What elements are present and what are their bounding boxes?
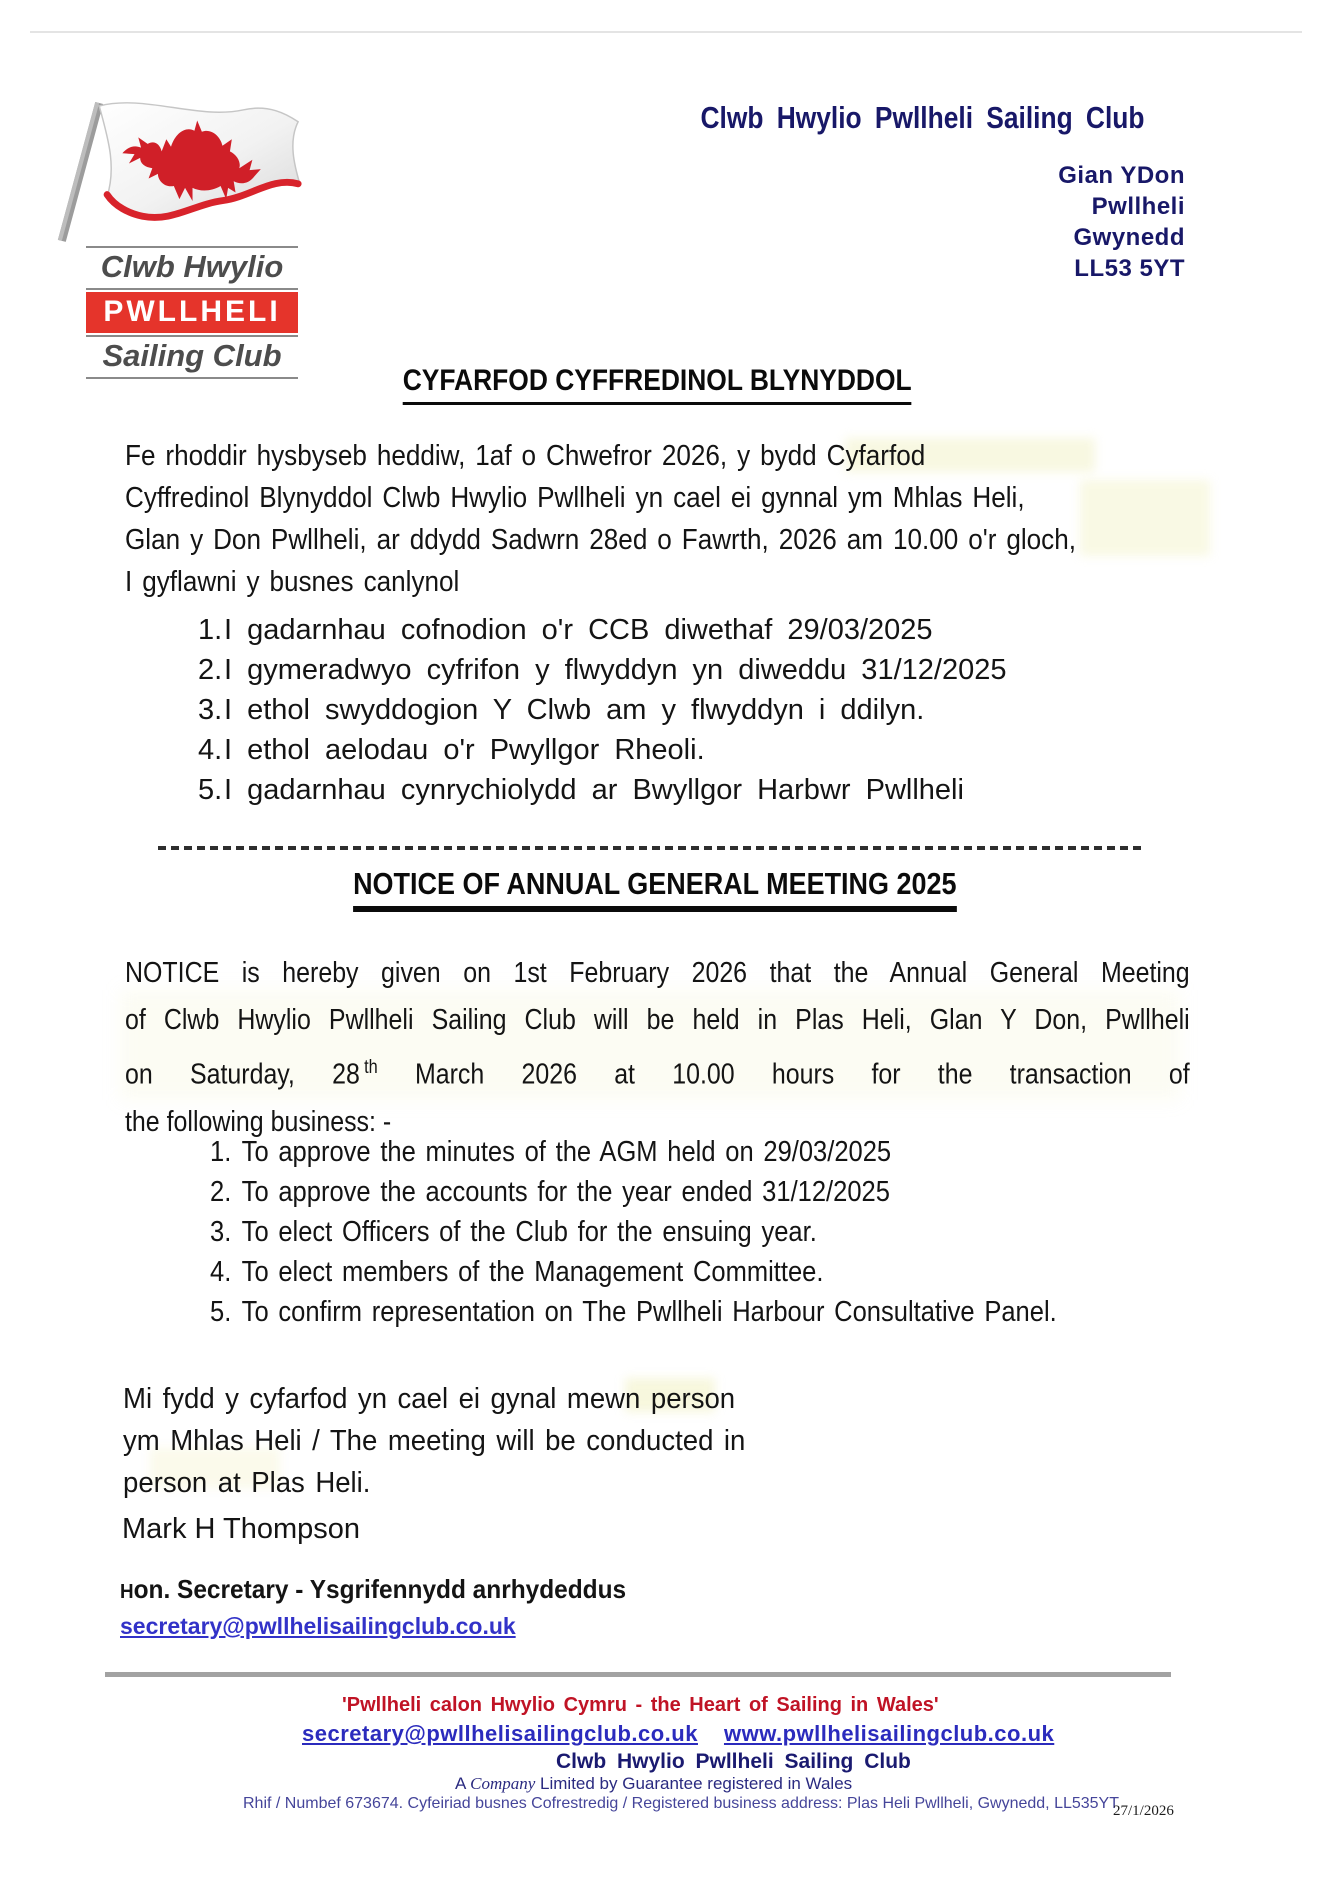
agenda-item-text: I gadarnhau cofnodion o'r CCB diwethaf 29/03/2025 <box>224 614 933 646</box>
english-paragraph-line: the following business: - <box>125 1105 392 1138</box>
logo-text-pwllheli: PWLLHELI <box>86 292 298 333</box>
agenda-item-text: I gadarnhau cynrychiolydd ar Bwyllgor Harbwr Pwllheli <box>224 774 964 806</box>
agenda-item-number: 5. <box>198 774 223 806</box>
welsh-agenda-item <box>198 610 1006 650</box>
welsh-dragon-flag-icon <box>50 94 306 244</box>
agenda-item-text: To approve the accounts for the year ended 31/12/2025 <box>241 1176 890 1208</box>
footer-registration-line: Rhif / Numbef 673674. Cyfeiriad busnes Cofrestredig / Registered business address: Plas Heli Pwllheli, Gwynedd, LL535YT <box>243 1795 1119 1812</box>
agenda-item-text: To elect members of the Management Committee. <box>241 1256 824 1288</box>
agenda-item-number: 4. <box>210 1256 232 1288</box>
closing-line: person at Plas Heli. <box>123 1467 371 1499</box>
role-initial: H <box>120 1581 134 1603</box>
welsh-paragraph <box>125 435 1190 603</box>
agenda-item-number: 1. <box>210 1136 232 1168</box>
header-address-line: LL53 5YT <box>1074 255 1185 282</box>
welsh-agenda-item <box>198 730 1006 770</box>
english-agenda-item <box>210 1132 1057 1172</box>
scan-edge-line <box>30 31 1302 33</box>
agenda-item-text: I ethol swyddogion Y Clwb am y flwyddyn i ddilyn. <box>224 694 925 726</box>
footer-email-link[interactable]: secretary@pwllhelisailingclub.co.uk <box>302 1721 698 1746</box>
english-paragraph-line: NOTICE is hereby given on 1st February 2026 that the Annual General Meeting <box>125 957 1190 989</box>
footer-website-link[interactable]: www.pwllhelisailingclub.co.uk <box>723 1721 1055 1746</box>
agenda-item-number: 3. <box>198 694 223 726</box>
company-line-post: Limited by Guarantee registered in Wales <box>535 1774 853 1793</box>
signatory-email-link[interactable]: secretary@pwllhelisailingclub.co.uk <box>120 1613 516 1639</box>
english-paragraph-line: of Clwb Hwylio Pwllheli Sailing Club will be held in Plas Heli, Glan Y Don, Pwllheli <box>125 1004 1190 1036</box>
role-text: on. Secretary - Ysgrifennydd anrhydeddus <box>133 1574 627 1604</box>
agenda-item-text: I ethol aelodau o'r Pwyllgor Rheoli. <box>224 734 705 766</box>
welsh-paragraph-line: Cyffredinol Blynyddol Clwb Hwylio Pwllheli yn cael ei gynnal ym Mhlas Heli, <box>125 482 1025 514</box>
logo-text-sailing-club: Sailing Club <box>86 335 298 379</box>
english-paragraph <box>125 950 1190 1146</box>
agenda-item-text: To elect Officers of the Club for the ensuing year. <box>241 1216 817 1248</box>
welsh-agenda-list <box>198 610 1006 810</box>
agenda-item-text: To confirm representation on The Pwllheli Harbour Consultative Panel. <box>241 1296 1057 1328</box>
english-heading <box>0 866 1310 912</box>
company-line-pre: A <box>455 1774 471 1793</box>
english-agenda-item <box>210 1292 1057 1332</box>
agenda-item-number: 4. <box>198 734 223 766</box>
closing-line: ym Mhlas Heli / The meeting will be conducted in <box>123 1425 746 1457</box>
agenda-item-number: 5. <box>210 1296 232 1328</box>
welsh-heading <box>0 364 1314 405</box>
english-agenda-item <box>210 1172 1057 1212</box>
header-address-line: Gian YDon <box>1058 162 1185 189</box>
closing-paragraph <box>123 1378 745 1504</box>
english-agenda-item <box>210 1252 1057 1292</box>
header-address-line: Pwllheli <box>1091 193 1185 220</box>
time-text: March 2026 at 10.00 hours for the transaction of <box>377 1058 1190 1091</box>
agenda-item-number: 3. <box>210 1216 232 1248</box>
english-paragraph-line <box>125 1044 1190 1099</box>
footer-date: 27/1/2026 <box>1113 1803 1174 1819</box>
signatory-role <box>120 1574 626 1605</box>
welsh-agenda-item <box>198 650 1006 690</box>
welsh-agenda-item <box>198 690 1006 730</box>
footer-links <box>302 1721 1054 1747</box>
agenda-item-text: I gymeradwyo cyfrifon y flwyddyn yn diweddu 31/12/2025 <box>224 654 1007 686</box>
agenda-item-text: To approve the minutes of the AGM held on 29/03/2025 <box>241 1136 892 1168</box>
footer-club-name: Clwb Hwylio Pwllheli Sailing Club <box>556 1750 911 1773</box>
welsh-paragraph-line: Fe rhoddir hysbyseb heddiw, 1af o Chwefror 2026, y bydd Cyfarfod <box>125 440 926 472</box>
footer-company-line <box>455 1774 852 1794</box>
header-address-line: Gwynedd <box>1073 224 1185 251</box>
welsh-paragraph-line: I gyflawni y busnes canlynol <box>125 566 460 598</box>
closing-line: Mi fydd y cyfarfod yn cael ei gynal mewn person <box>123 1383 736 1415</box>
company-word-italic: Company <box>470 1774 536 1793</box>
english-agenda-item <box>210 1212 1057 1252</box>
footer-motto: 'Pwllheli calon Hwylio Cymru - the Heart of Sailing in Wales' <box>342 1694 939 1716</box>
english-heading-text: NOTICE OF ANNUAL GENERAL MEETING 2025 <box>353 866 956 912</box>
welsh-agenda-item <box>198 770 1006 810</box>
signatory-name: Mark H Thompson <box>122 1513 360 1545</box>
footer-divider <box>105 1672 1171 1677</box>
date-text: on Saturday, 28 <box>125 1058 360 1091</box>
ordinal-superscript: th <box>364 1057 378 1078</box>
header-address <box>785 160 1185 284</box>
welsh-heading-text: CYFARFOD CYFFREDINOL BLYNYDDOL <box>403 364 912 405</box>
separator-dashes <box>158 846 1146 850</box>
agenda-item-number: 2. <box>210 1176 232 1208</box>
agenda-item-number: 2. <box>198 654 223 686</box>
logo-text-clwb-hwylio: Clwb Hwylio <box>86 246 298 290</box>
welsh-paragraph-line: Glan y Don Pwllheli, ar ddydd Sadwrn 28ed o Fawrth, 2026 am 10.00 o'r gloch, <box>125 524 1077 556</box>
english-agenda-list <box>210 1132 1057 1332</box>
header-club-title: Clwb Hwylio Pwllheli Sailing Club <box>700 100 1145 135</box>
club-burgee-logo <box>50 94 306 379</box>
agenda-item-number: 1. <box>198 614 223 646</box>
logo-text-block <box>86 246 298 379</box>
